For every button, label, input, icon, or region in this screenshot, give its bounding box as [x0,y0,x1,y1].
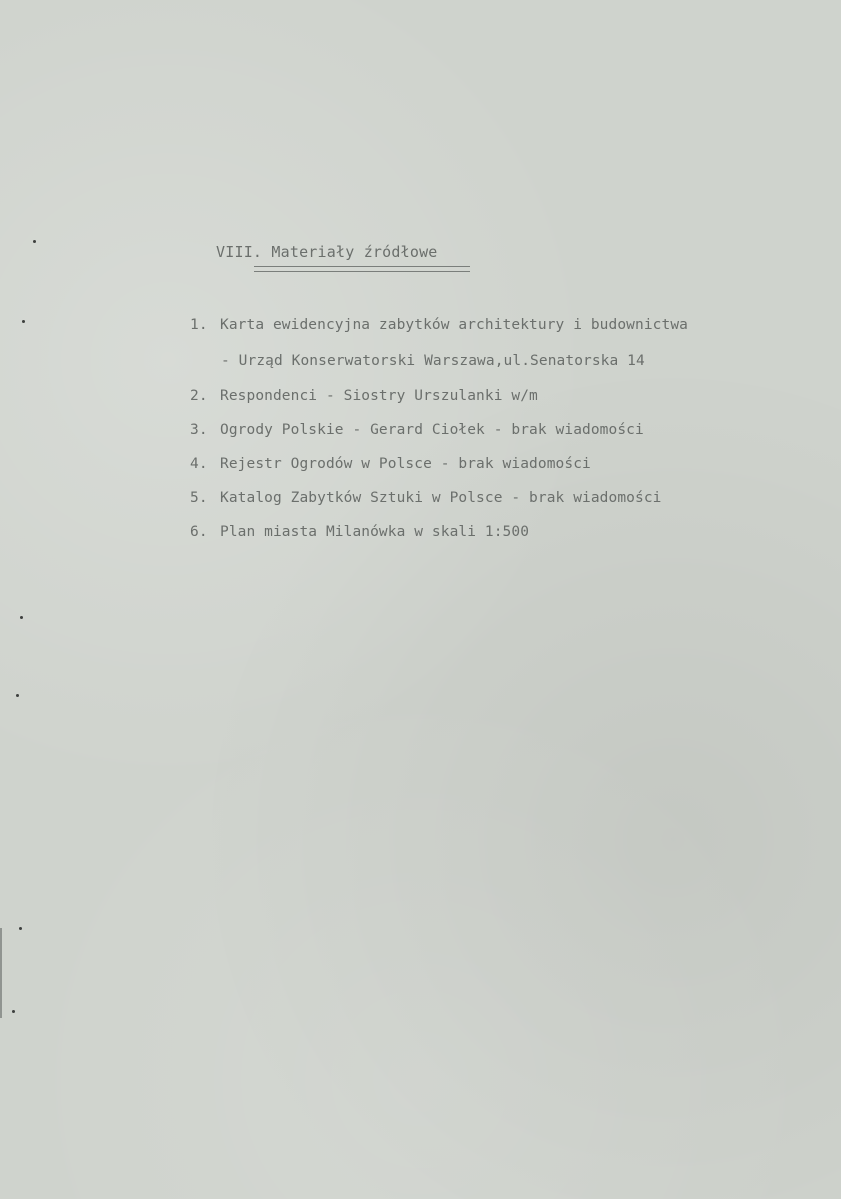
scan-speck [22,320,25,323]
source-text: Plan miasta Milanówka w skali 1:500 [220,524,530,540]
source-text: Rejestr Ogrodów w Polsce - brak wiadomości [220,456,591,472]
source-item [190,523,830,557]
scan-speck [16,694,19,697]
source-text: Respondenci - Siostry Urszulanki w/m [220,388,538,404]
source-item [190,387,830,421]
source-number: 5. [190,490,208,506]
scan-speck [19,927,22,930]
source-item [190,455,830,489]
source-text: Karta ewidencyjna zabytków architektury i budownictwa [220,317,688,333]
source-continuation: - Urząd Konserwatorski Warszawa,ul.Senatorska 14 [221,353,645,369]
scan-speck [12,1010,15,1013]
source-text: Ogrody Polskie - Gerard Ciołek - brak wiadomości [220,422,644,438]
scan-speck [33,240,36,243]
source-list [190,316,830,557]
source-number: 6. [190,524,208,540]
source-text: Katalog Zabytków Sztuki w Polsce - brak wiadomości [220,490,662,506]
scan-edge-line [0,928,2,1018]
heading-double-underline [254,266,470,272]
section-heading: VIII. Materiały źródłowe [216,243,438,261]
source-number: 4. [190,456,208,472]
source-item [190,489,830,523]
source-number: 2. [190,388,208,404]
source-number: 3. [190,422,208,438]
source-item [190,421,830,455]
source-item [190,316,830,352]
scan-speck [20,616,23,619]
source-number: 1. [190,317,208,333]
